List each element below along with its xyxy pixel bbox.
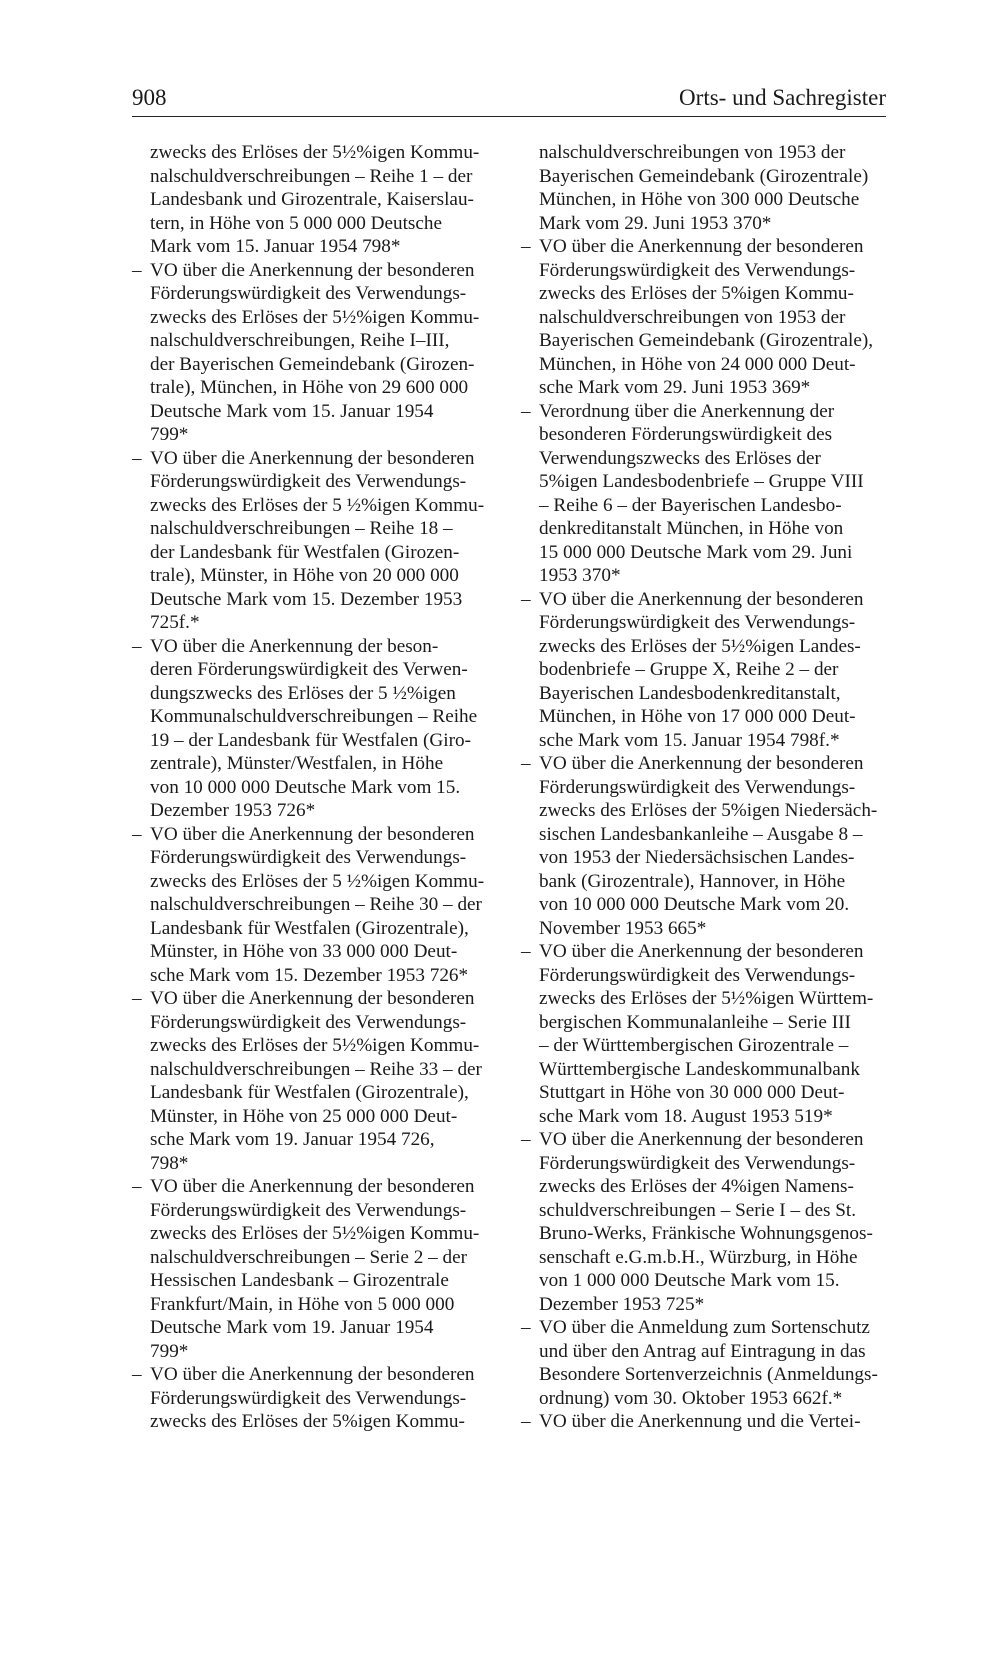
entry-line: bergischen Kommunalanleihe – Serie III xyxy=(539,1011,851,1033)
entry-line: Förderungswürdigkeit des Verwendungs- xyxy=(150,1199,467,1221)
entry-line: zwecks des Erlöses der 4%igen Namens- xyxy=(539,1176,854,1197)
index-entry xyxy=(521,752,886,940)
entry-line: Landesbank für Westfalen (Girozentrale), xyxy=(150,917,469,939)
entry-line: sche Mark vom 29. Juni 1953 369* xyxy=(539,377,811,398)
index-entry xyxy=(521,1316,886,1410)
entry-line: trale), München, in Höhe von 29 600 000 xyxy=(150,377,469,398)
entry-line: nalschuldverschreibungen – Reihe 30 – der xyxy=(150,894,482,915)
index-entry-continuation xyxy=(132,141,494,259)
entry-line: denkreditanstalt München, in Höhe von xyxy=(539,518,844,539)
entry-line: bank (Girozentrale), Hannover, in Höhe xyxy=(539,870,846,892)
entry-line: – VO über die Anerkennung der besonderen xyxy=(539,588,864,610)
entry-line: Förderungswürdigkeit des Verwendungs- xyxy=(150,847,467,868)
entry-line: – VO über die Anerkennung der besonderen xyxy=(150,259,475,281)
entry-line: Mark vom 29. Juni 1953 370* xyxy=(539,212,772,234)
entry-line: nalschuldverschreibungen – Reihe 18 – xyxy=(150,518,453,539)
entry-line: zwecks des Erlöses der 5%igen Niedersäch- xyxy=(539,800,878,821)
entry-line: der Landesbank für Westfalen (Girozen- xyxy=(150,541,460,563)
index-entry xyxy=(132,1175,494,1363)
entry-line: zwecks des Erlöses der 5 ½%igen Kommu- xyxy=(150,494,485,516)
entry-line: – VO über die Anmeldung zum Sortenschutz xyxy=(539,1317,870,1338)
entry-line: Deutsche Mark vom 15. Januar 1954 xyxy=(150,400,434,422)
entry-line: Landesbank und Girozentrale, Kaiserslau- xyxy=(150,189,474,210)
entry-line: trale), Münster, in Höhe von 20 000 000 xyxy=(150,565,459,586)
entry-line: nalschuldverschreibungen von 1953 der xyxy=(539,142,846,163)
entry-line: – Verordnung über die Anerkennung der xyxy=(539,400,835,422)
entry-line: von 1 000 000 Deutsche Mark vom 15. xyxy=(539,1270,840,1291)
entry-line: nalschuldverschreibungen – Serie 2 – der xyxy=(150,1246,468,1268)
index-entry xyxy=(521,235,886,400)
entry-line: nalschuldverschreibungen von 1953 der xyxy=(539,306,846,328)
index-entry xyxy=(132,447,494,635)
entry-line: zwecks des Erlöses der 5½%igen Württem- xyxy=(539,988,874,1009)
entry-line: Förderungswürdigkeit des Verwendungs- xyxy=(539,1152,856,1174)
entry-line: Bayerischen Landesbodenkreditanstalt, xyxy=(539,682,841,704)
entry-line: zwecks des Erlöses der 5½%igen Kommu- xyxy=(150,306,480,328)
index-entry xyxy=(521,1128,886,1316)
right-column xyxy=(521,141,886,1434)
entry-line: zwecks des Erlöses der 5 ½%igen Kommu- xyxy=(150,870,485,892)
index-entry xyxy=(132,1363,494,1434)
entry-line: bodenbriefe – Gruppe X, Reihe 2 – der xyxy=(539,659,839,680)
entry-line: Stuttgart in Höhe von 30 000 000 Deut- xyxy=(539,1082,845,1103)
entry-line: von 10 000 000 Deutsche Mark vom 15. xyxy=(150,776,461,798)
entry-line: Deutsche Mark vom 15. Dezember 1953 xyxy=(150,588,463,610)
entry-line: 5%igen Landesbodenbriefe – Gruppe VIII xyxy=(539,471,864,492)
index-entry xyxy=(132,635,494,823)
entry-line: Verwendungszwecks des Erlöses der xyxy=(539,447,821,469)
entry-line: nalschuldverschreibungen, Reihe I–III, xyxy=(150,330,450,351)
index-entry xyxy=(132,987,494,1175)
entry-line: 725f.* xyxy=(150,612,200,633)
entry-line: zwecks des Erlöses der 5%igen Kommu- xyxy=(150,1411,465,1432)
entry-line: Förderungswürdigkeit des Verwendungs- xyxy=(539,776,856,798)
entry-line: November 1953 665* xyxy=(539,917,707,939)
page-number: 908 xyxy=(132,85,167,110)
entry-line: – der Württembergischen Girozentrale – xyxy=(539,1035,849,1056)
entry-line: sischen Landesbankanleihe – Ausgabe 8 – xyxy=(539,823,863,845)
entry-line: senschaft e.G.m.b.H., Würzburg, in Höhe xyxy=(539,1246,858,1268)
entry-line: – VO über die Anerkennung der besonderen xyxy=(150,447,475,469)
entry-line: Münster, in Höhe von 25 000 000 Deut- xyxy=(150,1105,458,1127)
entry-line: Förderungswürdigkeit des Verwendungs- xyxy=(150,283,467,304)
entry-line: – VO über die Anerkennung und die Vertei- xyxy=(539,1411,861,1432)
entry-line: Dezember 1953 726* xyxy=(150,800,316,821)
entry-line: – VO über die Anerkennung der besonderen xyxy=(539,236,864,257)
entry-line: – VO über die Anerkennung der besonderen xyxy=(539,753,864,774)
entry-line: – VO über die Anerkennung der beson- xyxy=(150,635,439,657)
entry-line: der Bayerischen Gemeindebank (Girozen- xyxy=(150,353,475,375)
entry-line: tern, in Höhe von 5 000 000 Deutsche xyxy=(150,212,443,234)
entry-line: Württembergische Landeskommunalbank xyxy=(539,1058,860,1080)
entry-line: sche Mark vom 15. Januar 1954 798f.* xyxy=(539,729,840,751)
entry-line: zentrale), Münster/Westfalen, in Höhe xyxy=(150,753,444,774)
entry-line: zwecks des Erlöses der 5½%igen Kommu- xyxy=(150,1223,480,1244)
running-title: Orts- und Sachregister xyxy=(679,85,886,110)
entry-line: Förderungswürdigkeit des Verwendungs- xyxy=(150,471,467,492)
entry-line: schuldverschreibungen – Serie I – des St. xyxy=(539,1199,857,1221)
entry-line: nalschuldverschreibungen – Reihe 33 – der xyxy=(150,1058,482,1080)
entry-line: 19 – der Landesbank für Westfalen (Giro- xyxy=(150,729,471,751)
entry-line: dungszwecks des Erlöses der 5 ½%igen xyxy=(150,682,456,704)
entry-line: sche Mark vom 15. Dezember 1953 726* xyxy=(150,964,469,986)
entry-line: 799* xyxy=(150,1340,189,1362)
entry-line: 15 000 000 Deutsche Mark vom 29. Juni xyxy=(539,541,853,563)
entry-line: Förderungswürdigkeit des Verwendungs- xyxy=(539,612,856,633)
index-entry xyxy=(521,588,886,753)
index-entry-continuation xyxy=(521,141,886,235)
entry-line: Mark vom 15. Januar 1954 798* xyxy=(150,236,401,257)
entry-line: 798* xyxy=(150,1152,189,1174)
entry-line: Kommunalschuldverschreibungen – Reihe xyxy=(150,706,478,727)
entry-line: und über den Antrag auf Eintragung in das xyxy=(539,1340,866,1362)
entry-line: Bayerischen Gemeindebank (Girozentrale) xyxy=(539,165,869,187)
entry-line: Dezember 1953 725* xyxy=(539,1293,705,1315)
entry-line: München, in Höhe von 24 000 000 Deut- xyxy=(539,353,856,375)
index-entry xyxy=(521,940,886,1128)
entry-line: Hessischen Landesbank – Girozentrale xyxy=(150,1270,449,1291)
entry-line: Deutsche Mark vom 19. Januar 1954 xyxy=(150,1317,434,1338)
entry-line: Förderungswürdigkeit des Verwendungs- xyxy=(150,1011,467,1033)
entry-line: sche Mark vom 19. Januar 1954 726, xyxy=(150,1129,435,1150)
index-entry xyxy=(132,259,494,447)
index-entry xyxy=(521,400,886,588)
entry-line: Förderungswürdigkeit des Verwendungs- xyxy=(539,964,856,986)
entry-line: – VO über die Anerkennung der besonderen xyxy=(150,823,475,845)
entry-line: nalschuldverschreibungen – Reihe 1 – der xyxy=(150,165,473,187)
entry-line: zwecks des Erlöses der 5½%igen Kommu- xyxy=(150,1035,480,1056)
entry-line: von 10 000 000 Deutsche Mark vom 20. xyxy=(539,894,850,915)
page-header xyxy=(132,82,886,117)
entry-line: 1953 370* xyxy=(539,565,621,586)
entry-line: Förderungswürdigkeit des Verwendungs- xyxy=(539,259,856,281)
entry-line: Besondere Sortenverzeichnis (Anmeldungs- xyxy=(539,1364,878,1385)
entry-line: Bruno-Werks, Fränkische Wohnungsgenos- xyxy=(539,1223,873,1244)
entry-line: Frankfurt/Main, in Höhe von 5 000 000 xyxy=(150,1293,455,1315)
entry-line: – Reihe 6 – der Bayerischen Landesbo- xyxy=(539,494,842,516)
entry-line: besonderen Förderungswürdigkeit des xyxy=(539,424,833,445)
entry-line: deren Förderungswürdigkeit des Verwen- xyxy=(150,659,468,680)
entry-line: Bayerischen Gemeindebank (Girozentrale), xyxy=(539,330,874,351)
entry-line: München, in Höhe von 300 000 Deutsche xyxy=(539,189,860,210)
entry-line: sche Mark vom 18. August 1953 519* xyxy=(539,1105,833,1127)
entry-line: – VO über die Anerkennung der besonderen xyxy=(150,1176,475,1197)
left-column xyxy=(132,141,494,1434)
entry-line: Förderungswürdigkeit des Verwendungs- xyxy=(150,1387,467,1409)
index-entry xyxy=(132,823,494,988)
entry-line: zwecks des Erlöses der 5%igen Kommu- xyxy=(539,283,854,304)
entry-line: – VO über die Anerkennung der besonderen xyxy=(150,988,475,1009)
entry-line: ordnung) vom 30. Oktober 1953 662f.* xyxy=(539,1387,843,1409)
entry-line: – VO über die Anerkennung der besonderen xyxy=(150,1364,475,1385)
entry-line: Landesbank für Westfalen (Girozentrale), xyxy=(150,1082,469,1103)
entry-line: Münster, in Höhe von 33 000 000 Deut- xyxy=(150,941,458,962)
entry-line: zwecks des Erlöses der 5½%igen Kommu- xyxy=(150,142,480,163)
entry-line: – VO über die Anerkennung der besonderen xyxy=(539,941,864,962)
entry-line: München, in Höhe von 17 000 000 Deut- xyxy=(539,706,856,727)
entry-line: – VO über die Anerkennung der besonderen xyxy=(539,1129,864,1150)
entry-line: zwecks des Erlöses der 5½%igen Landes- xyxy=(539,635,861,657)
index-entry xyxy=(521,1410,886,1434)
entry-line: von 1953 der Niedersächsischen Landes- xyxy=(539,847,855,868)
entry-line: 799* xyxy=(150,424,189,445)
